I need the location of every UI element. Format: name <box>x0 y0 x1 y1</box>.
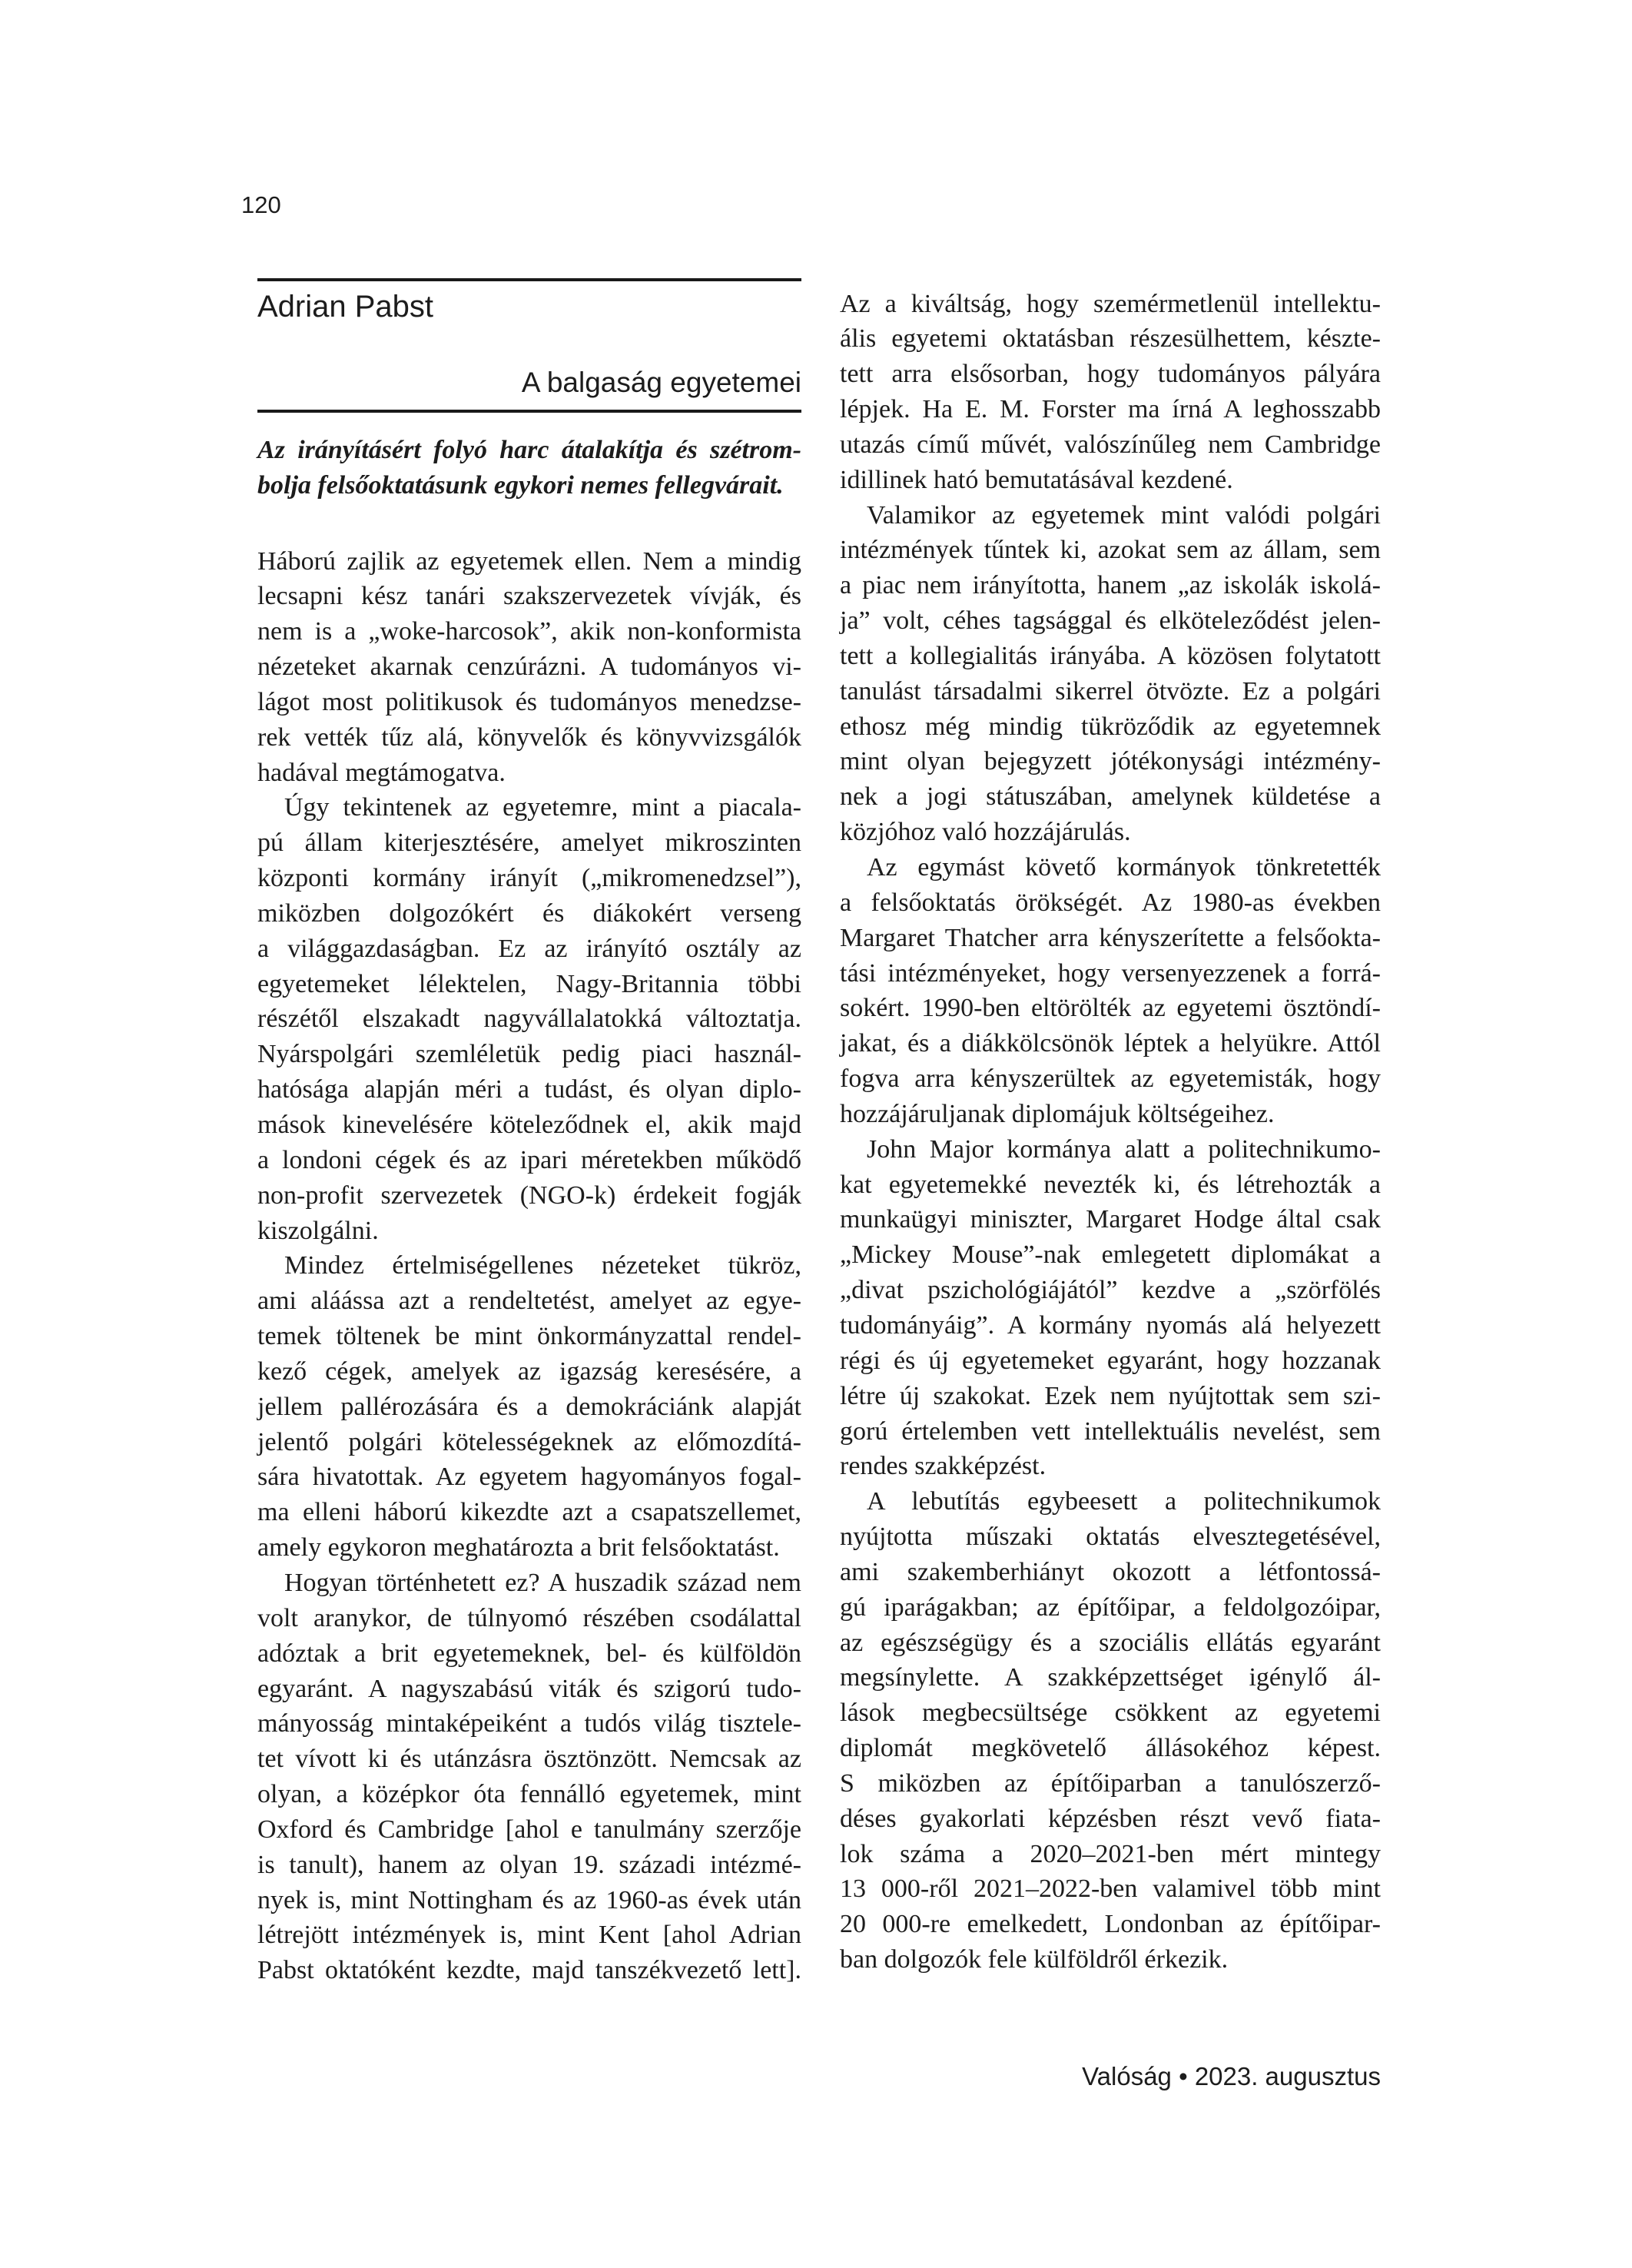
lead-line: bolja felsőoktatásunk egykori nemes fellegvárait. <box>257 471 784 500</box>
text-line: tási intézményeket, hogy versenyezzenek a forrá- <box>840 958 1381 988</box>
text-line: 20 000-re emelkedett, Londonban az építőipar- <box>840 1910 1381 1939</box>
text-line: lecsapni kész tanári szakszervezetek vívják, és <box>257 582 801 611</box>
text-line: ami szakemberhiányt okozott a létfontossá- <box>840 1557 1381 1586</box>
text-line: kező cégek, amelyek az igazság keresésére, a <box>257 1356 801 1386</box>
journal-name: Valóság <box>1082 2062 1172 2090</box>
text-line: tett arra elsősorban, hogy tudományos pályára <box>840 360 1381 389</box>
journal-footer <box>1082 2064 1381 2089</box>
text-line: egyetemeket lélektelen, Nagy-Britannia többi <box>257 969 801 998</box>
text-line: mások kinevelésére köteleződnek el, akik majd <box>257 1111 801 1139</box>
text-line: az egészségügy és a szociális ellátás egyaránt <box>840 1628 1381 1657</box>
text-line: fogva arra kényszerültek az egyetemisták, hogy <box>840 1064 1381 1094</box>
text-line: ami aláássa azt a rendeltetést, amelyet az egye- <box>257 1287 801 1316</box>
text-line: jelentő polgári kötelességeknek az előmozdítá- <box>257 1427 801 1456</box>
text-line: Háború zajlik az egyetemek ellen. Nem a mindig <box>257 546 801 576</box>
text-line: lások megbecsültsége csökkent az egyetemi <box>840 1699 1381 1728</box>
text-line: egyaránt. A nagyszabású viták és szigorú tudo- <box>257 1674 801 1703</box>
text-line: sokért. 1990-ben eltörölték az egyetemi ösztöndí- <box>840 994 1381 1023</box>
text-line: részétől elszakadt nagyvállalatokká változtatja. <box>257 1004 801 1034</box>
text-line: központi kormány irányít („mikromenedzsel”), <box>257 864 801 893</box>
text-line: a londoni cégek és az ipari méretekben működő <box>257 1145 801 1174</box>
text-line: intézmények tűntek ki, azokat sem az állam, sem <box>840 536 1381 565</box>
text-line: A lebutítás egybeesett a politechnikumok <box>867 1487 1381 1516</box>
text-line: rendes szakképzést. <box>840 1452 1047 1481</box>
text-line: Az egymást követő kormányok tönkretették <box>867 853 1381 882</box>
text-line: létre új szakokat. Ezek nem nyújtottak sem szi- <box>840 1381 1381 1410</box>
text-line: jakat, és a diákkölcsönök léptek a helyükre. Attól <box>840 1029 1381 1058</box>
text-line: ja” volt, céhes tagsággal és elköteleződést jelen- <box>840 606 1381 636</box>
paragraph <box>257 544 801 791</box>
text-line: a felsőoktatás örökségét. Az 1980-as években <box>840 888 1381 917</box>
text-line: S miközben az építőiparban a tanulószerző- <box>840 1768 1381 1798</box>
issue-date: 2023. augusztus <box>1194 2062 1381 2090</box>
text-line: volt aranykor, de túlnyomó részében csodálattal <box>257 1603 801 1632</box>
article-lead <box>257 433 801 503</box>
text-line: ális egyetemi oktatásban részesülhettem, készte- <box>840 324 1381 354</box>
text-line: Valamikor az egyetemek mint valódi polgári <box>867 500 1381 530</box>
text-line: Nyárspolgári szemléletük pedig piaci használ- <box>257 1040 801 1069</box>
paragraph <box>840 850 1381 1132</box>
text-line: Hogyan történhetett ez? A huszadik század nem <box>284 1568 801 1597</box>
text-line: diplomát megkövetelő állásokéhoz képest. <box>840 1734 1381 1763</box>
text-line: John Major kormánya alatt a politechnikumo- <box>867 1134 1381 1164</box>
text-line: amely egykoron meghatározta a brit felsőoktatást. <box>257 1533 780 1562</box>
text-line: közjóhoz való hozzájárulás. <box>840 818 1131 847</box>
paragraph <box>840 1132 1381 1484</box>
text-line: mint olyan bejegyzett jótékonysági intézmény- <box>840 747 1381 776</box>
text-line: rek vették tűz alá, könyvelők és könyvvizsgálók <box>257 722 801 752</box>
text-line: tet vívott ki és utánzásra ösztönzött. Nemcsak az <box>257 1745 801 1774</box>
text-line: kiszolgálni. <box>257 1216 379 1245</box>
text-line: gorú értelemben vett intellektuális nevelést, sem <box>840 1416 1381 1446</box>
text-line: gú iparágakban; az építőipar, a feldolgozóipar, <box>840 1592 1381 1622</box>
article-author: Adrian Pabst <box>257 290 434 324</box>
text-line: 13 000-ről 2021–2022-ben valamivel több mint <box>840 1875 1381 1904</box>
lead-line: Az irányításért folyó harc átalakítja és szétrom- <box>257 436 801 464</box>
text-line: ban dolgozók fele külföldről érkezik. <box>840 1945 1229 1974</box>
text-line: idillinek ható bemutatásával kezdené. <box>840 465 1233 494</box>
text-line: a világgazdaságban. Ez az irányító osztály az <box>257 934 801 963</box>
paragraph <box>840 287 1381 498</box>
text-line: Oxford és Cambridge [ahol e tanulmány szerzője <box>257 1815 801 1844</box>
text-line: Pabst oktatóként kezdte, majd tanszékvezető lett]. <box>257 1956 801 1985</box>
text-line: pú állam kiterjesztésére, amelyet mikroszinten <box>257 829 801 858</box>
text-line: sára hivatottak. Az egyetem hagyományos fogal- <box>257 1463 801 1492</box>
text-line: tanulást társadalmi sikerrel ötvözte. Ez a polgári <box>840 676 1381 706</box>
text-column-left <box>257 544 801 1989</box>
text-line: olyan, a középkor óta fennálló egyetemek, mint <box>257 1780 801 1809</box>
text-line: kat egyetemekké nevezték ki, és létrehozták a <box>840 1170 1381 1199</box>
text-line: lok száma a 2020–2021-ben mért mintegy <box>840 1839 1381 1868</box>
text-line: lágot most politikusok és tudományos menedzse- <box>257 687 801 716</box>
text-line: Az a kiváltság, hogy szemérmetlenül intellektu- <box>840 289 1381 318</box>
text-line: temek töltenek be mint önkormányzattal rendel- <box>257 1322 801 1351</box>
article-title: A balgaság egyetemei <box>521 367 801 398</box>
text-line: ma elleni háború kikezdte azt a csapatszellemet, <box>257 1498 801 1527</box>
text-line: a piac nem irányította, hanem „az iskolák iskolá- <box>840 571 1381 600</box>
text-line: nyújtotta műszaki oktatás elvesztegetésével, <box>840 1523 1381 1552</box>
text-line: non-profit szervezetek (NGO-k) érdekeit fogják <box>257 1180 801 1210</box>
page-number: 120 <box>241 191 281 218</box>
text-line: adóztak a brit egyetemeknek, bel- és külföldön <box>257 1639 801 1668</box>
text-line: miközben dolgozókért és diákokért verseng <box>257 898 801 928</box>
paragraph <box>840 1484 1381 1977</box>
text-line: déses gyakorlati képzésben részt vevő fiata- <box>840 1804 1381 1833</box>
header-bottom-rule <box>257 410 801 413</box>
text-line: nyek is, mint Nottingham és az 1960-as évek után <box>257 1885 801 1914</box>
text-line: nek a jogi státuszában, amelynek küldetése a <box>840 782 1381 812</box>
text-line: nem is a „woke-harcosok”, akik non-konformista <box>257 617 801 646</box>
header-top-rule <box>257 278 801 281</box>
text-line: lépjek. Ha E. M. Forster ma írná A leghosszabb <box>840 395 1381 424</box>
text-line: „divat pszichológiájától” kezdve a „szörfölés <box>840 1276 1381 1305</box>
text-line: Margaret Thatcher arra kényszerítette a felsőokta- <box>840 923 1381 952</box>
text-line: jellem pallérozására és a demokráciánk alapját <box>257 1392 801 1421</box>
text-line: utazás című művét, valószínűleg nem Cambridge <box>840 430 1381 459</box>
text-line: nézeteket akarnak cenzúrázni. A tudományos vi- <box>257 653 801 682</box>
text-column-right <box>840 287 1381 1978</box>
footer-separator: • <box>1179 2062 1188 2090</box>
paragraph <box>257 1566 801 1988</box>
text-line: tudományáig”. A kormány nyomás alá helyezett <box>840 1310 1381 1340</box>
text-line: hozzájáruljanak diplomájuk költségeihez. <box>840 1099 1275 1128</box>
text-line: „Mickey Mouse”-nak emlegetett diplomákat a <box>840 1240 1381 1270</box>
text-line: régi és új egyetemeket egyaránt, hogy hozzanak <box>840 1346 1381 1375</box>
text-line: létrejött intézmények is, mint Kent [ahol Adrian <box>257 1921 801 1950</box>
text-line: Mindez értelmiségellenes nézeteket tükröz, <box>284 1251 801 1280</box>
paragraph <box>257 790 801 1248</box>
text-line: mányosság mintaképeiként a tudós világ tisztele- <box>257 1709 801 1738</box>
text-line: is tanult), hanem az olyan 19. századi intézmé- <box>257 1850 801 1879</box>
text-line: munkaügyi miniszter, Margaret Hodge által csak <box>840 1205 1381 1234</box>
paragraph <box>840 498 1381 850</box>
paragraph <box>257 1248 801 1566</box>
text-line: Úgy tekintenek az egyetemre, mint a piacala- <box>284 793 801 822</box>
text-line: hatósága alapján méri a tudást, és olyan diplo- <box>257 1075 801 1104</box>
text-line: megsínylette. A szakképzettséget igénylő ál- <box>840 1663 1381 1692</box>
text-line: ethosz még mindig tükröződik az egyetemnek <box>840 712 1381 741</box>
text-line: tett a kollegialitás irányába. A közösen folytatott <box>840 641 1381 670</box>
text-line: hadával megtámogatva. <box>257 758 506 787</box>
